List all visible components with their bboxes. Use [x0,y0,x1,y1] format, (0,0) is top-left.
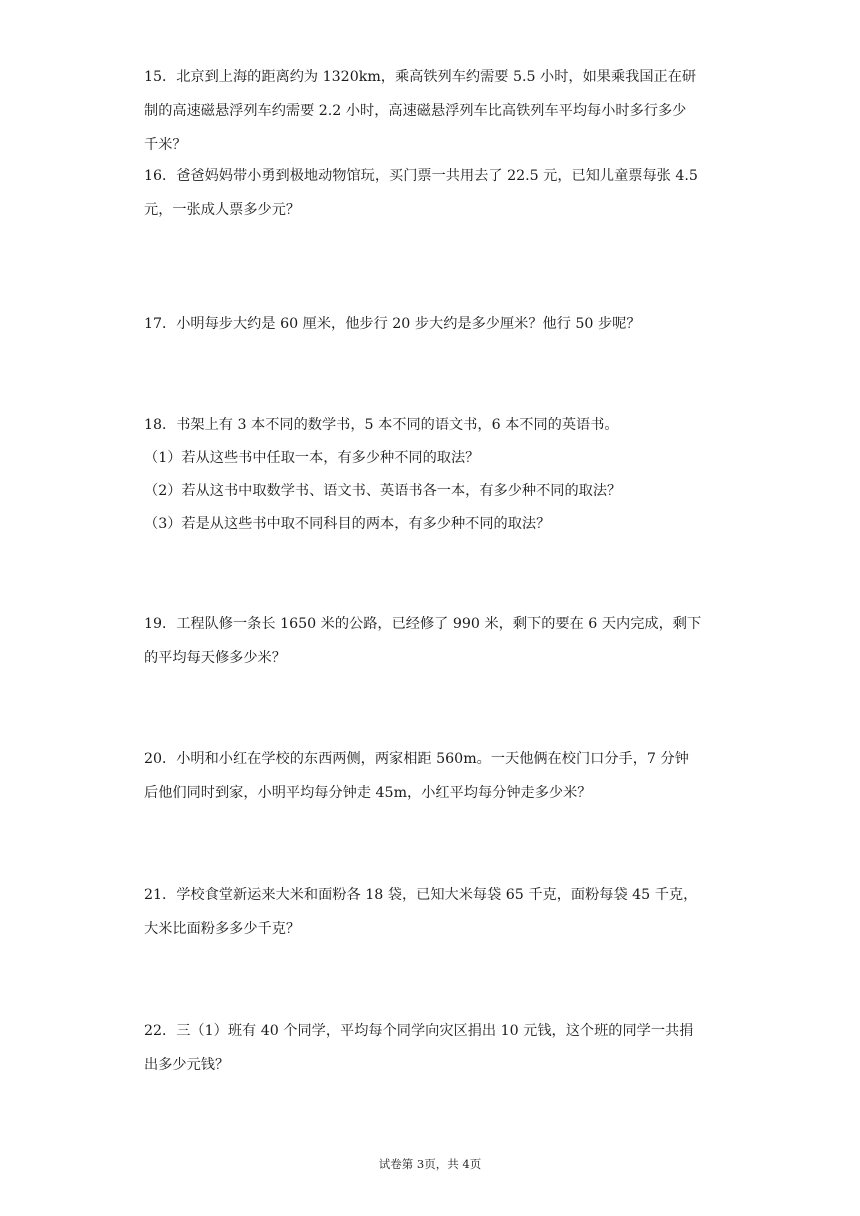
problem-line: 18．书架上有 3 本不同的数学书，5 本不同的语文书，6 本不同的英语书。 [144,417,619,433]
problem-17 [144,307,724,341]
problem-line: 15．北京到上海的距离约为 1320km，乘高铁列车约需要 5.5 小时，如果乘我国正在研 [144,69,697,85]
page-footer: 试卷第 3页，共 4页 [378,1157,482,1171]
problem-line: 出多少元钱？ [144,1057,230,1073]
problem-line: 的平均每天修多少米？ [144,650,286,666]
problem-line: 元，一张成人票多少元？ [144,202,301,218]
problem-line: 大米比面粉多多少千克？ [144,921,301,937]
problem-20 [144,742,724,810]
problem-22 [144,1014,724,1082]
sub-question-3: （3）若是从这些书中取不同科目的两本，有多少种不同的取法？ [144,516,551,532]
problem-line: 千米？ [144,137,187,153]
sub-question-2: （2）若从这书中取数学书、语文书、英语书各一本，有多少种不同的取法？ [144,483,622,499]
sub-question-1: （1）若从这些书中任取一本，有多少种不同的取法？ [144,450,480,466]
problem-15 [144,60,724,162]
exam-page-content [144,60,724,1082]
problem-line: 后他们同时到家，小明平均每分钟走 45m，小红平均每分钟走多少米？ [144,785,592,801]
problem-line: 19．工程队修一条长 1650 米的公路，已经修了 990 米，剩下的要在 6 天内完成，剩下 [144,616,702,632]
problem-18 [144,408,724,541]
problem-line: 20．小明和小红在学校的东西两侧，两家相距 560m。一天他俩在校门口分手，7 分钟 [144,751,689,767]
problem-16 [144,159,724,227]
problem-line: 16．爸爸妈妈带小勇到极地动物馆玩，买门票一共用去了 22.5 元，已知儿童票每张 4.5 [144,168,698,184]
problem-line: 22．三（1）班有 40 个同学，平均每个同学向灾区捐出 10 元钱，这个班的同学一共捐 [144,1023,694,1039]
problem-line: 21．学校食堂新运来大米和面粉各 18 袋，已知大米每袋 65 千克，面粉每袋 45 千克， [144,887,698,903]
problem-19 [144,607,724,675]
problem-line: 制的高速磁悬浮列车约需要 2.2 小时，高速磁悬浮列车比高铁列车平均每小时多行多少 [144,103,687,119]
problem-line: 17．小明每步大约是 60 厘米，他步行 20 步大约是多少厘米？他行 50 步呢？ [144,316,641,332]
problem-21 [144,878,724,946]
